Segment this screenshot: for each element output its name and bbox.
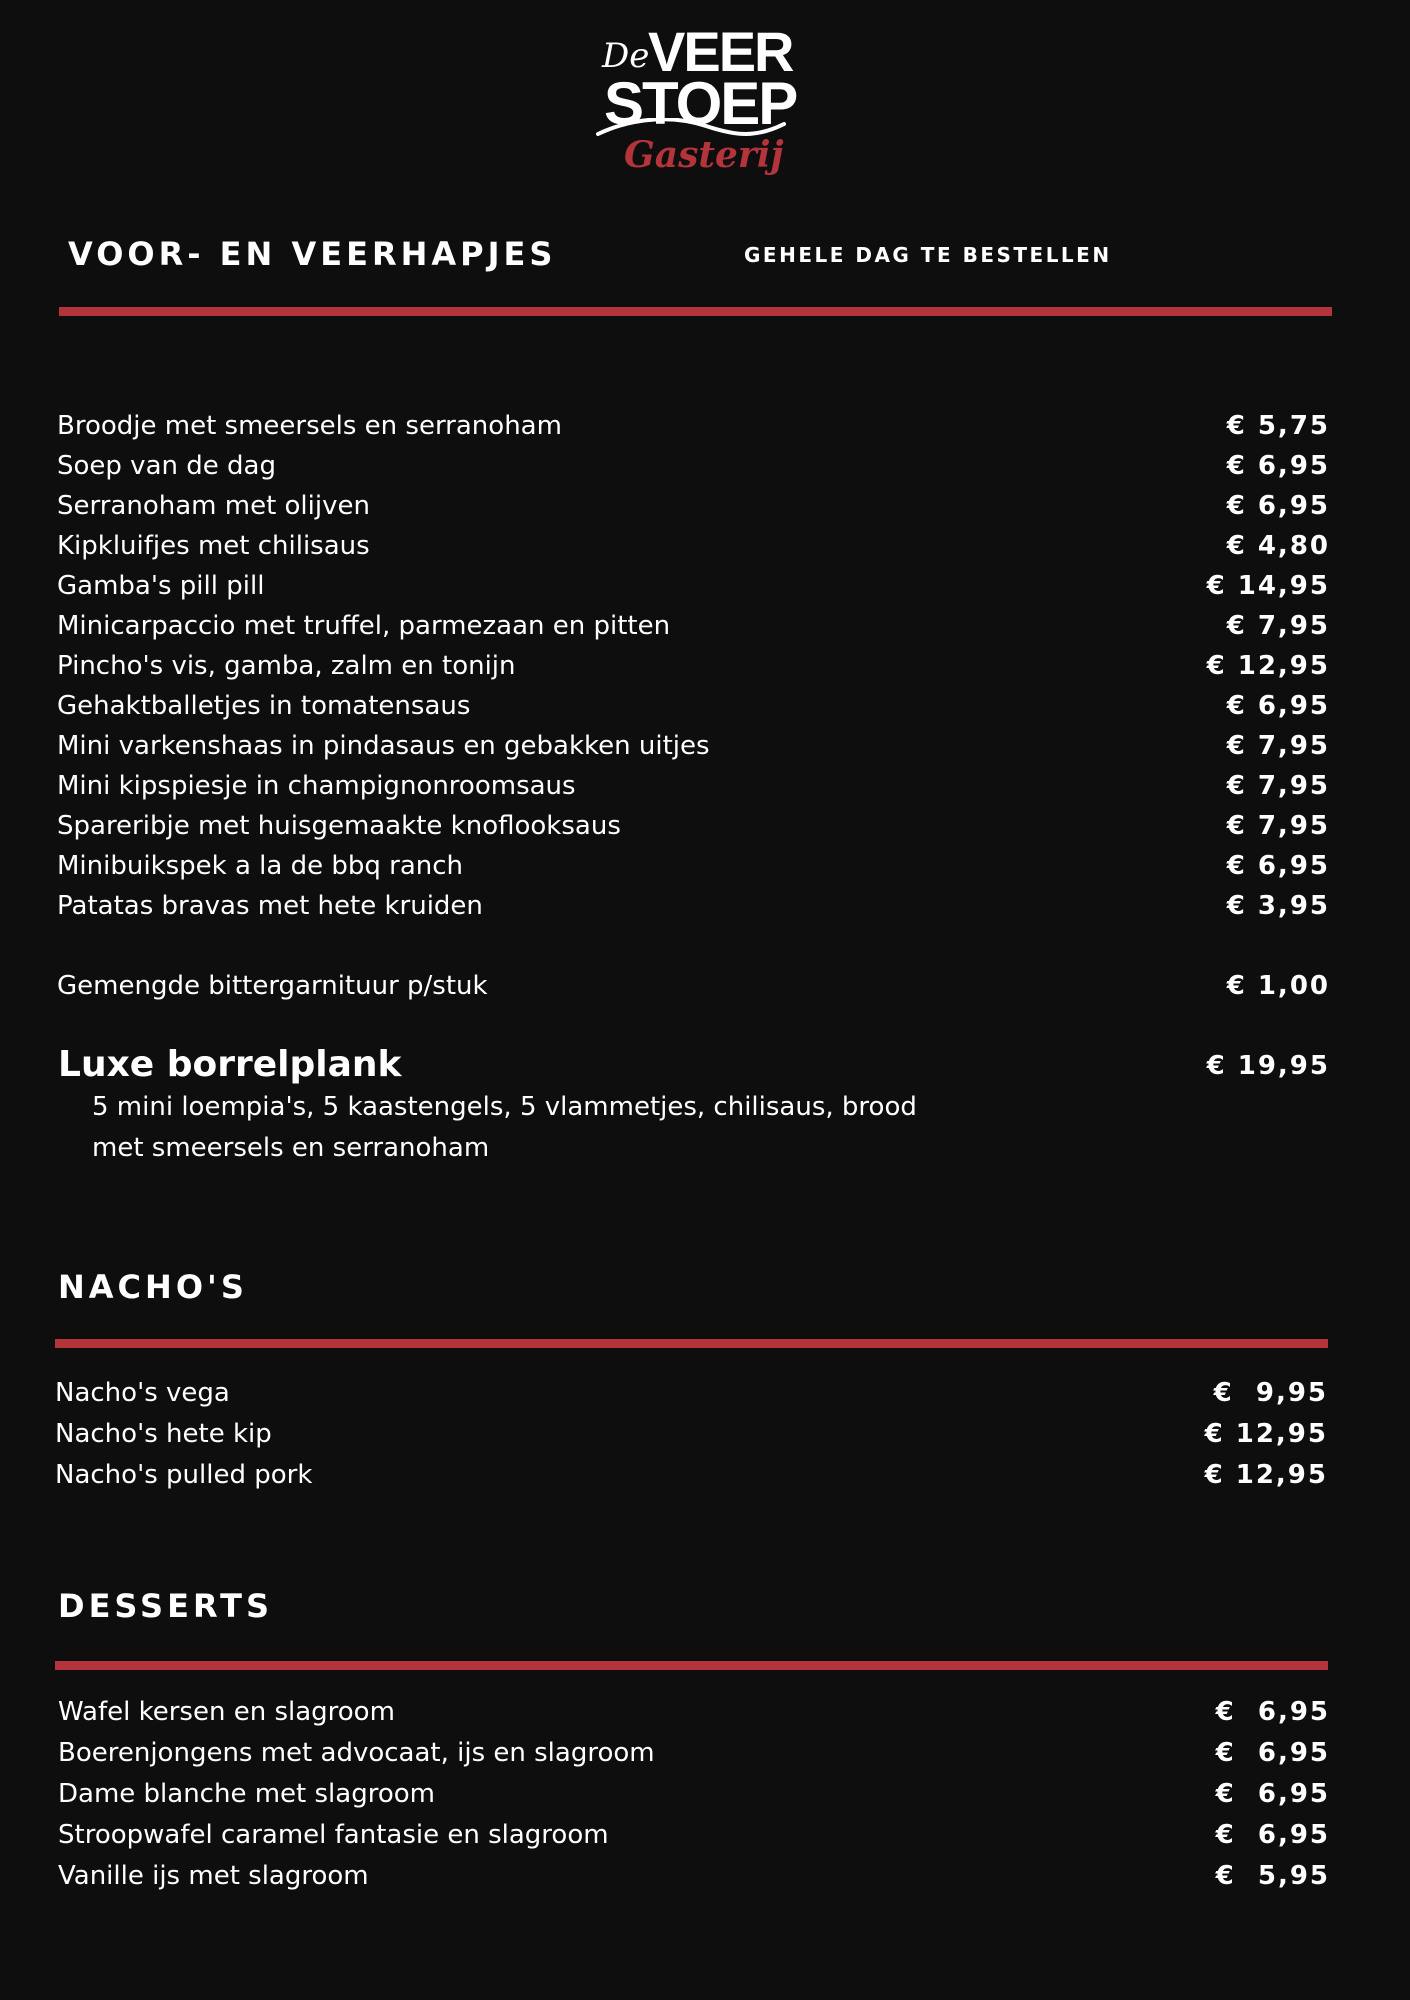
menu-item-price: € 12,95 xyxy=(1206,651,1330,681)
menu-item xyxy=(57,606,1330,646)
menu-item xyxy=(57,726,1330,766)
menu-item xyxy=(58,1774,1330,1814)
menu-item-price: € 6,95 xyxy=(1215,1738,1330,1768)
menu-item-name: Kipkluifjes met chilisaus xyxy=(57,531,370,561)
menu-item xyxy=(57,766,1330,806)
section-subtitle-voor: GEHELE DAG TE BESTELLEN xyxy=(744,243,1112,267)
menu-item xyxy=(57,446,1330,486)
menu-item-name: Mini varkenshaas in pindasaus en gebakken uitjes xyxy=(57,731,710,761)
menu-item-price: € 9,95 xyxy=(1213,1378,1328,1408)
menu-item-name: Minibuikspek a la de bbq ranch xyxy=(57,851,464,881)
borrelplank-description: 5 mini loempia's, 5 kaastengels, 5 vlammetjes, chilisaus, brood met smeersels en serranoham xyxy=(92,1092,917,1163)
menu-item-price: € 6,95 xyxy=(1226,691,1330,721)
menu-item xyxy=(57,526,1330,566)
section-title-desserts: DESSERTS xyxy=(58,1587,274,1625)
menu-item-name: Broodje met smeersels en serranoham xyxy=(57,411,562,441)
menu-item xyxy=(58,1692,1330,1732)
menu-item-name: Gehaktballetjes in tomatensaus xyxy=(57,691,471,721)
menu-item xyxy=(58,1815,1330,1855)
menu-item-price: € 12,95 xyxy=(1204,1460,1328,1490)
menu-item-name: Nacho's hete kip xyxy=(55,1419,272,1449)
menu-item xyxy=(58,1733,1330,1773)
menu-item-price: € 14,95 xyxy=(1206,571,1330,601)
menu-item-name: Pincho's vis, gamba, zalm en tonijn xyxy=(57,651,516,681)
menu-item-name: Minicarpaccio met truffel, parmezaan en pitten xyxy=(57,611,671,641)
menu-item xyxy=(57,566,1330,606)
menu-item-name: Serranoham met olijven xyxy=(57,491,370,521)
menu-item xyxy=(55,1373,1328,1413)
menu-item-price: € 1,00 xyxy=(1226,971,1330,1001)
section-title-voor: VOOR- EN VEERHAPJES xyxy=(68,235,557,273)
menu-item-name: Gamba's pill pill xyxy=(57,571,265,601)
menu-item xyxy=(57,486,1330,526)
borrelplank-title: Luxe borrelplank xyxy=(58,1044,402,1085)
section-title-nachos: NACHO'S xyxy=(58,1268,248,1306)
menu-item-price: € 7,95 xyxy=(1226,811,1330,841)
section-rule-nachos xyxy=(55,1339,1328,1348)
menu-item xyxy=(55,1414,1328,1454)
menu-item-name: Soep van de dag xyxy=(57,451,276,481)
menu-item-name: Dame blanche met slagroom xyxy=(58,1779,435,1809)
section-rule-desserts xyxy=(55,1661,1328,1670)
borrelplank-price: € 19,95 xyxy=(1206,1051,1330,1081)
section-rule-voor xyxy=(59,307,1332,316)
menu-item-price: € 3,95 xyxy=(1226,891,1330,921)
menu-item-price: € 6,95 xyxy=(1215,1779,1330,1809)
menu-item xyxy=(57,846,1330,886)
menu-item xyxy=(57,686,1330,726)
menu-item-name: Mini kipspiesje in champignonroomsaus xyxy=(57,771,576,801)
menu-item-price: € 12,95 xyxy=(1204,1419,1328,1449)
logo-veer: VEER xyxy=(648,20,793,83)
logo-de: De xyxy=(602,36,650,76)
menu-item-price: € 5,95 xyxy=(1215,1861,1330,1891)
menu-item-name: Stroopwafel caramel fantasie en slagroom xyxy=(58,1820,609,1850)
menu-item-price: € 6,95 xyxy=(1226,451,1330,481)
menu-item-name: Vanille ijs met slagroom xyxy=(58,1861,369,1891)
menu-item xyxy=(58,1856,1330,1896)
menu-item-price: € 7,95 xyxy=(1226,611,1330,641)
menu-item-price: € 6,95 xyxy=(1215,1697,1330,1727)
menu-item-name: Nacho's pulled pork xyxy=(55,1460,313,1490)
menu-item-name: Gemengde bittergarnituur p/stuk xyxy=(57,971,488,1001)
menu-item-price: € 6,95 xyxy=(1226,491,1330,521)
logo xyxy=(596,20,797,187)
menu-item-price: € 4,80 xyxy=(1226,531,1330,561)
menu-item xyxy=(57,646,1330,686)
logo-stoep: STOEP xyxy=(604,70,797,137)
menu-item-price: € 5,75 xyxy=(1226,411,1330,441)
logo-gasterij: Gasterij xyxy=(624,134,784,176)
menu-item xyxy=(55,1455,1328,1495)
menu-item xyxy=(57,806,1330,846)
menu-item xyxy=(57,886,1330,926)
menu-item xyxy=(57,406,1330,446)
menu-item-name: Spareribje met huisgemaakte knoflooksaus xyxy=(57,811,621,841)
menu-item-bittergarnituur xyxy=(57,966,1330,1006)
menu-item-price: € 6,95 xyxy=(1215,1820,1330,1850)
menu-item-name: Patatas bravas met hete kruiden xyxy=(57,891,483,921)
menu-item-price: € 6,95 xyxy=(1226,851,1330,881)
menu-item-price: € 7,95 xyxy=(1226,731,1330,761)
menu-item-name: Wafel kersen en slagroom xyxy=(58,1697,395,1727)
menu-item-price: € 7,95 xyxy=(1226,771,1330,801)
menu-item-name: Nacho's vega xyxy=(55,1378,230,1408)
menu-item-name: Boerenjongens met advocaat, ijs en slagroom xyxy=(58,1738,655,1768)
